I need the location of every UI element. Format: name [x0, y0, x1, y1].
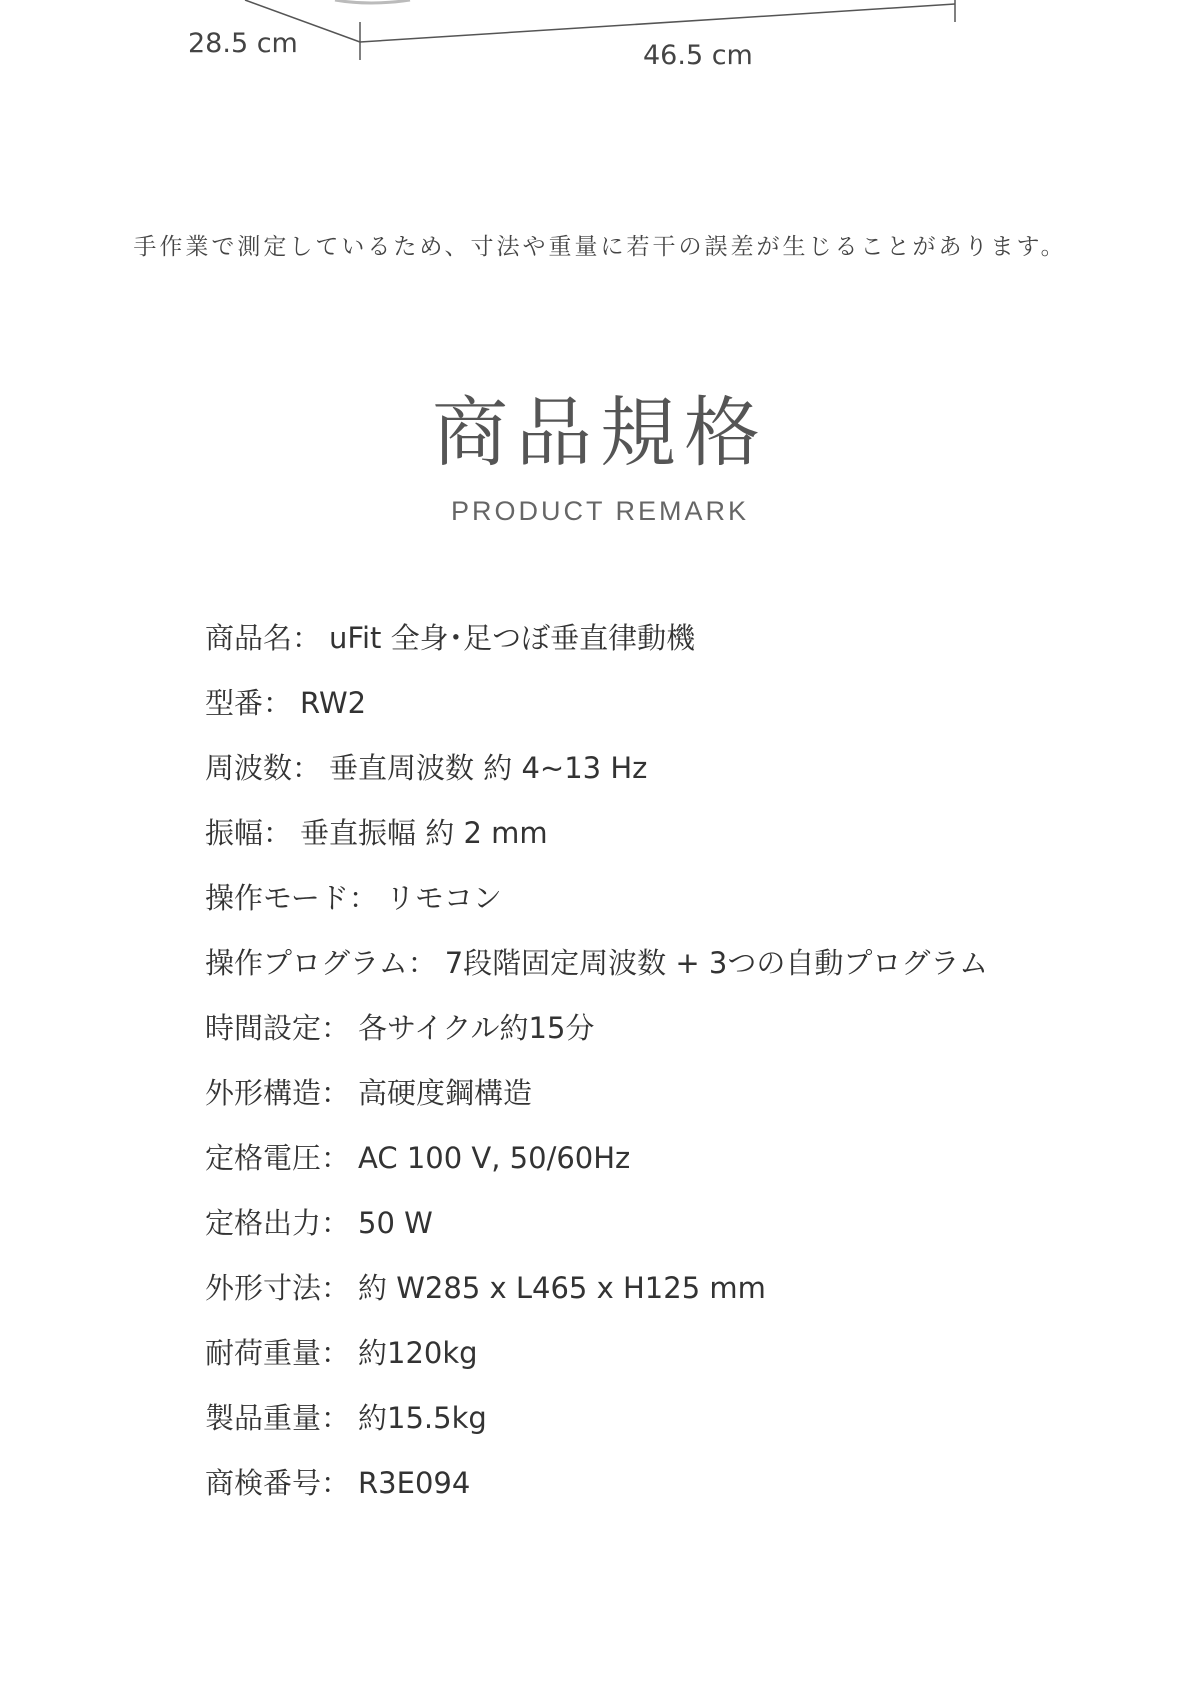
spec-row-rated-voltage: [205, 1138, 1105, 1203]
spec-separator: ：: [321, 1011, 351, 1045]
spec-value: 垂直振幅 約 2 mm: [300, 816, 548, 850]
spec-row-programs: [205, 943, 1105, 1008]
spec-value: RW2: [300, 686, 367, 720]
spec-separator: ：: [348, 881, 378, 915]
spec-row-rated-output: [205, 1203, 1105, 1268]
spec-label: 耐荷重量: [205, 1336, 322, 1370]
section-subtitle: PRODUCT REMARK: [450, 496, 750, 526]
spec-separator: ：: [321, 1466, 351, 1500]
spec-separator: ：: [407, 946, 437, 980]
spec-label: 時間設定: [205, 1011, 322, 1045]
spec-label: 定格出力: [205, 1206, 322, 1240]
spec-row-inspection-number: [205, 1463, 1105, 1528]
spec-label: 操作プログラム: [205, 946, 408, 980]
product-edge: [335, 0, 410, 3]
spec-list: [205, 618, 1105, 1528]
spec-value: リモコン: [385, 881, 502, 915]
spec-row-amplitude: [205, 813, 1105, 878]
spec-value: 高硬度鋼構造: [358, 1076, 533, 1110]
spec-label: 商検番号: [205, 1466, 322, 1500]
spec-separator: ：: [321, 1141, 351, 1175]
spec-separator: ：: [292, 751, 322, 785]
dimension-lines: [0, 0, 1200, 90]
spec-row-product-name: [205, 618, 1105, 683]
section-title: 商品規格: [432, 388, 768, 477]
spec-separator: ：: [321, 1206, 351, 1240]
spec-separator: ：: [321, 1271, 351, 1305]
spec-value: 7段階固定周波数 + 3つの自動プログラム: [444, 946, 989, 980]
spec-label: 外形寸法: [205, 1271, 322, 1305]
spec-label: 振幅: [205, 816, 264, 850]
spec-value: 50 W: [358, 1206, 433, 1240]
length-line: [360, 4, 955, 42]
length-dimension-label: 46.5 cm: [643, 40, 753, 71]
spec-row-structure: [205, 1073, 1105, 1138]
spec-separator: ：: [263, 816, 293, 850]
spec-row-time-setting: [205, 1008, 1105, 1073]
spec-separator: ：: [263, 686, 293, 720]
spec-row-operation-mode: [205, 878, 1105, 943]
spec-row-load-capacity: [205, 1333, 1105, 1398]
spec-label: 製品重量: [205, 1401, 322, 1435]
spec-row-dimensions: [205, 1268, 1105, 1333]
spec-value: R3E094: [358, 1466, 471, 1500]
dimension-diagram: [0, 0, 1200, 90]
measurement-note: 手作業で測定しているため、寸法や重量に若干の誤差が生じることがあります。: [133, 234, 1067, 260]
spec-value: 約15.5kg: [358, 1401, 487, 1435]
spec-value: 各サイクル約15分: [358, 1011, 595, 1045]
spec-value: AC 100 V, 50/60Hz: [358, 1141, 631, 1175]
spec-separator: ：: [321, 1336, 351, 1370]
spec-label: 操作モード: [205, 881, 349, 915]
spec-value: uFit 全身･足つぼ垂直律動機: [329, 621, 696, 655]
spec-label: 商品名: [205, 621, 293, 655]
spec-row-model: [205, 683, 1105, 748]
spec-separator: ：: [321, 1076, 351, 1110]
spec-label: 型番: [205, 686, 264, 720]
depth-dimension-label: 28.5 cm: [188, 28, 298, 59]
spec-value: 約120kg: [358, 1336, 478, 1370]
spec-label: 定格電圧: [205, 1141, 322, 1175]
spec-separator: ：: [321, 1401, 351, 1435]
spec-label: 外形構造: [205, 1076, 322, 1110]
spec-row-frequency: [205, 748, 1105, 813]
spec-separator: ：: [292, 621, 322, 655]
spec-label: 周波数: [205, 751, 293, 785]
spec-value: 垂直周波数 約 4~13 Hz: [329, 751, 648, 785]
spec-row-product-weight: [205, 1398, 1105, 1463]
spec-value: 約 W285 x L465 x H125 mm: [358, 1271, 766, 1305]
